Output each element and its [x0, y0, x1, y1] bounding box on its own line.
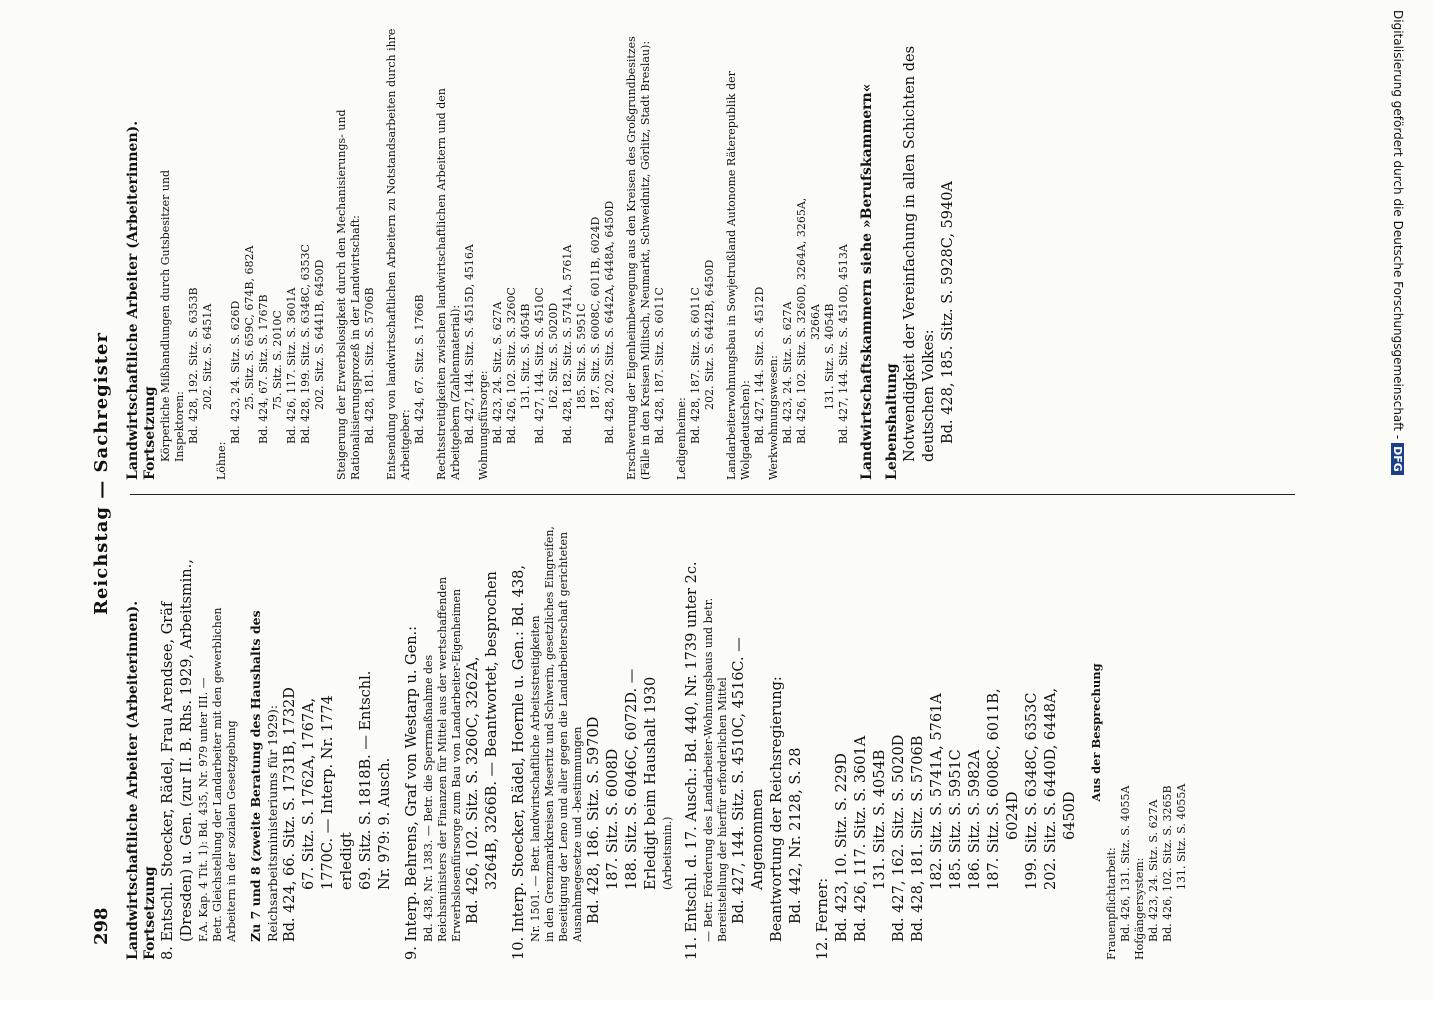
- right-line-21: 131. Sitz. S. 4054B: [519, 303, 532, 410]
- left-line-1: (Dresden) u. Gen. (zur II. B. Rhs. 1929, Arbeitsmin.,: [179, 559, 195, 942]
- left-line-44: 186. Sitz. S. 5982A: [967, 749, 983, 890]
- right-line-37: Bd. 426, 102. Sitz. S. 3260D, 3264A, 3265A,: [795, 197, 808, 444]
- left-line-19: 10. Interp. Stoecker, Rädel, Hoernle u. Gen.: Bd. 438,: [511, 565, 527, 960]
- right-line-20: Bd. 426, 102. Sitz. S. 3260C: [505, 287, 518, 444]
- right-line-8: 75. Sitz. S. 2010C: [271, 310, 284, 410]
- left-line-32: Bd. 427, 144. Sitz. S. 4510C, 4516C. —: [731, 637, 747, 924]
- page-number: 298: [91, 907, 112, 945]
- right-line-32: 202. Sitz. S. 6442B, 6450D: [703, 259, 716, 410]
- left-line-45: 187. Sitz. S. 6008C, 6011B,: [986, 688, 1002, 890]
- left-line-40: Bd. 427, 162. Sitz. S. 5020D: [891, 734, 907, 942]
- left-line-29: 11. Entschl. d. 17. Ausch.: Bd. 440, Nr. 1739 unter 2c.: [684, 561, 700, 960]
- right-line-40: Bd. 427, 144. Sitz. S. 4510D, 4513A: [837, 244, 850, 444]
- left-line-3: Betr. Gleichstellung der Landarbeiter mit den gewerblichen: [211, 607, 224, 942]
- left-line-41: Bd. 428, 181. Sitz. S. 5706B: [910, 735, 926, 942]
- right-line-43: Notwendigkeit der Vereinfachung in allen Schichten des deutschen Volkes:: [902, 45, 937, 462]
- left-line-21: in den Grenzmarkkreisen Meseritz und Schwerin, gesetzliches Eingreifen,: [543, 526, 556, 942]
- left-line-23: Ausnahmegesetze und -bestimmungen: [571, 726, 584, 942]
- right-line-2: Bd. 428, 192. Sitz. S. 6353B: [187, 287, 200, 444]
- right-line-4: Löhne:: [215, 441, 228, 480]
- right-line-31: Bd. 428, 187. Sitz. S. 6011C: [689, 287, 702, 444]
- left-line-55: Bd. 426, 102. Sitz. S. 3265B: [1161, 785, 1174, 942]
- right-line-30: Ledigenheime:: [675, 397, 688, 480]
- left-line-25: 187. Sitz. S. 6008D: [605, 748, 621, 890]
- left-line-18: 3264B, 3266B. — Beantwortet, besprochen: [484, 571, 500, 890]
- right-line-41: Landwirtschaftskammern siehe »Berufskammern«: [859, 83, 875, 480]
- right-line-42: Lebenshaltung: [884, 363, 900, 480]
- right-line-39: 131. Sitz. S. 4054B: [823, 303, 836, 410]
- left-line-46: 6024D: [1005, 791, 1021, 840]
- left-line-51: Frauenpflichtarbeit:: [1105, 847, 1118, 960]
- right-line-28: Erschwerung der Eigenheimbewegung aus den Kreisen des Großgrundbesitzes (Fälle in den Kreisen Militsch, Neumarkt, Schweidnitz, Görlitz, Stadt Breslau):: [625, 36, 652, 480]
- right-line-1: Inspektoren:: [173, 391, 186, 462]
- right-line-19: Bd. 423, 24. Sitz. S. 627A: [491, 301, 504, 444]
- right-line-14: Entsendung von landwirtschaftlichen Arbeitern zu Notstandsarbeiten durch ihre Arbeitgeber:: [385, 28, 412, 480]
- left-line-34: Beantwortung der Reichsregierung:: [769, 676, 785, 942]
- right-line-17: Bd. 427, 144. Sitz. S. 4515D, 4516A: [463, 244, 476, 444]
- left-line-2: F.A. Kap. 4 Tit. 1): Bd. 435, Nr. 979 unter III. —: [197, 677, 210, 942]
- left-entry-heading: Landwirtschaftliche Arbeiter (Arbeiterinnen). Fortsetzung: [125, 600, 158, 960]
- left-line-27: Erledigt beim Haushalt 1930: [643, 676, 659, 890]
- right-line-22: Bd. 427, 144. Sitz. S. 4510C: [533, 287, 546, 444]
- left-line-24: Bd. 428, 186. Sitz. S. 5970D: [586, 716, 602, 924]
- right-line-29: Bd. 428, 187. Sitz. S. 6011C: [653, 287, 666, 444]
- left-line-8: 67. Sitz. S. 1762A, 1767A,: [301, 697, 317, 890]
- right-line-16: Rechtsstreitigkeiten zwischen landwirtschaftlichen Arbeitern und den Arbeitgebern (Zahlenmaterial):: [435, 88, 462, 480]
- right-line-24: Bd. 428, 182. Sitz. S. 5741A, 5761A: [561, 244, 574, 444]
- left-line-52: Bd. 426, 131. Sitz. S. 4055A: [1119, 785, 1132, 942]
- left-column: [125, 505, 1189, 960]
- left-line-9: 1770C. — Interp. Nr. 1774: [320, 695, 336, 890]
- left-line-48: 202. Sitz. S. 6440D, 6448A,: [1043, 688, 1059, 890]
- left-line-37: Bd. 423, 10. Sitz. S. 229D: [834, 753, 850, 942]
- left-line-42: 182. Sitz. S. 5741A, 5761A: [929, 693, 945, 890]
- left-line-22: Beseitigung der Leno und aller gegen die Landarbeiterschaft gerichteten: [557, 531, 570, 942]
- left-line-20: Nr. 1501. — Betr. landwirtschaftliche Arbeitsstreitigkeiten: [529, 615, 542, 942]
- left-line-4: Arbeitern in der sozialen Gesetzgebung: [225, 720, 238, 942]
- right-line-5: Bd. 423, 24. Sitz. S. 626D: [229, 300, 242, 444]
- left-line-38: Bd. 426, 117. Sitz. S. 3601A: [853, 735, 869, 942]
- left-line-35: Bd. 442, Nr. 2128, S. 28: [788, 747, 804, 924]
- rotated-register-page: [85, 25, 1305, 965]
- right-column: [125, 25, 958, 480]
- left-line-50: Aus der Besprechung: [1089, 663, 1103, 802]
- right-line-35: Werkwohnungswesen:: [767, 355, 780, 480]
- right-line-27: Bd. 428, 202. Sitz. S. 6442A, 6448A, 6450D: [603, 200, 616, 444]
- left-line-47: 199. Sitz. S. 6348C, 6353C: [1024, 692, 1040, 890]
- left-line-43: 185. Sitz. S. 5951C: [948, 749, 964, 890]
- right-line-9: Bd. 426, 117. Sitz. S. 3601A: [285, 287, 298, 444]
- left-line-5: Zu 7 und 8 (zweite Beratung des Haushalts des: [248, 610, 263, 942]
- left-line-53: Hofgängersystem:: [1133, 857, 1146, 960]
- right-line-44: Bd. 428, 185. Sitz. S. 5928C, 5940A: [940, 181, 956, 444]
- left-line-33: Angenommen: [750, 788, 766, 890]
- right-line-26: 187. Sitz. S. 6008C, 6011B, 6024D: [589, 216, 602, 410]
- right-line-10: Bd. 428, 199. Sitz. S. 6348C, 6353C: [299, 244, 312, 444]
- right-entry-heading: Landwirtschaftliche Arbeiter (Arbeiterinnen). Fortsetzung: [125, 120, 158, 480]
- right-line-25: 185. Sitz. S. 5951C: [575, 303, 588, 410]
- left-line-14: Bd. 438, Nr. 1383. — Betr. die Sperrmaßnahme des: [422, 654, 435, 942]
- left-line-13: 9. Interp. Behrens, Graf von Westarp u. Gen.:: [404, 625, 420, 960]
- left-line-28: (Arbeitsmin.): [661, 816, 674, 890]
- left-line-39: 131. Sitz. S. 4054B: [872, 749, 888, 890]
- left-line-36: 12. Ferner:: [815, 877, 831, 960]
- right-line-7: Bd. 424, 67. Sitz. S. 1767B: [257, 294, 270, 444]
- left-line-15: Reichsministers der Finanzen für Mittel aus der wertschaffenden: [436, 576, 449, 942]
- left-line-11: 69. Sitz. S. 1818B. — Entschl.: [358, 670, 374, 890]
- right-line-12: Steigerung der Erwerbslosigkeit durch den Mechanisierungs- und Rationalisierungsprozeß in der Landwirtschaft:: [335, 109, 362, 480]
- page-title: Reichstag — Sachregister: [91, 332, 112, 615]
- right-line-38: 3266A: [809, 304, 822, 340]
- left-line-31: Bereitstellung der hierfür erforderlichen Mittel: [716, 677, 729, 942]
- left-line-6: Reichsarbeitsministeriums für 1929):: [265, 704, 280, 942]
- right-line-15: Bd. 424, 67. Sitz. S. 1766B: [413, 294, 426, 444]
- right-line-33: Landarbeiterwohnungsbau in Sowjetrußland Autonome Räterepublik der Wolgadeutschen):: [725, 71, 752, 480]
- right-line-11: 202. Sitz. S. 6441B, 6450D: [313, 259, 326, 410]
- dfg-logo: DFG: [1391, 443, 1404, 475]
- left-line-56: 131. Sitz. S. 4055A: [1175, 783, 1188, 890]
- right-line-18: Wohnungsfürsorge:: [477, 370, 490, 480]
- left-line-17: Bd. 426, 102. Sitz. S. 3260C, 3262A,: [465, 656, 481, 924]
- left-line-16: Erwerbslosenfürsorge zum Bau von Landarbeiter-Eigenheimen: [450, 588, 463, 942]
- page-header: [85, 25, 125, 965]
- right-line-36: Bd. 423, 24. Sitz. S. 627A: [781, 301, 794, 444]
- left-line-0: 8. Entschl. Stoecker, Rädel, Frau Arendsee, Gräf: [160, 601, 176, 960]
- left-line-30: — Betr. Förderung des Landarbeiter-Wohnungsbaus und betr.: [702, 597, 715, 942]
- digitization-note-text: Digitalisierung gefördert durch die Deutsche Forschungsgemeinschaft -: [1391, 10, 1405, 440]
- left-line-26: 188. Sitz. S. 6046C, 6072D. —: [624, 668, 640, 890]
- left-line-54: Bd. 423, 24. Sitz. S. 627A: [1147, 799, 1160, 942]
- column-divider: [130, 494, 1295, 495]
- right-line-3: 202. Sitz. S. 6451A: [201, 303, 214, 410]
- right-line-23: 162. Sitz. S. 5020D: [547, 302, 560, 410]
- right-line-0: Körperliche Mißhandlungen durch Gutsbesitzer und: [159, 169, 172, 462]
- left-line-12: Nr. 979: 9. Ausch.: [377, 757, 393, 890]
- left-line-49: 6450D: [1062, 791, 1078, 840]
- right-line-34: Bd. 427, 144. Sitz. S. 4512D: [753, 286, 766, 444]
- right-line-13: Bd. 428, 181. Sitz. S. 5706B: [363, 287, 376, 444]
- left-line-7: Bd. 424, 66. Sitz. S. 1731B, 1732D: [282, 687, 298, 942]
- right-line-6: 25. Sitz. S. 659C, 674B, 682A: [243, 245, 256, 410]
- left-line-10: erledigt: [339, 832, 355, 890]
- digitization-note: [1375, 10, 1405, 1010]
